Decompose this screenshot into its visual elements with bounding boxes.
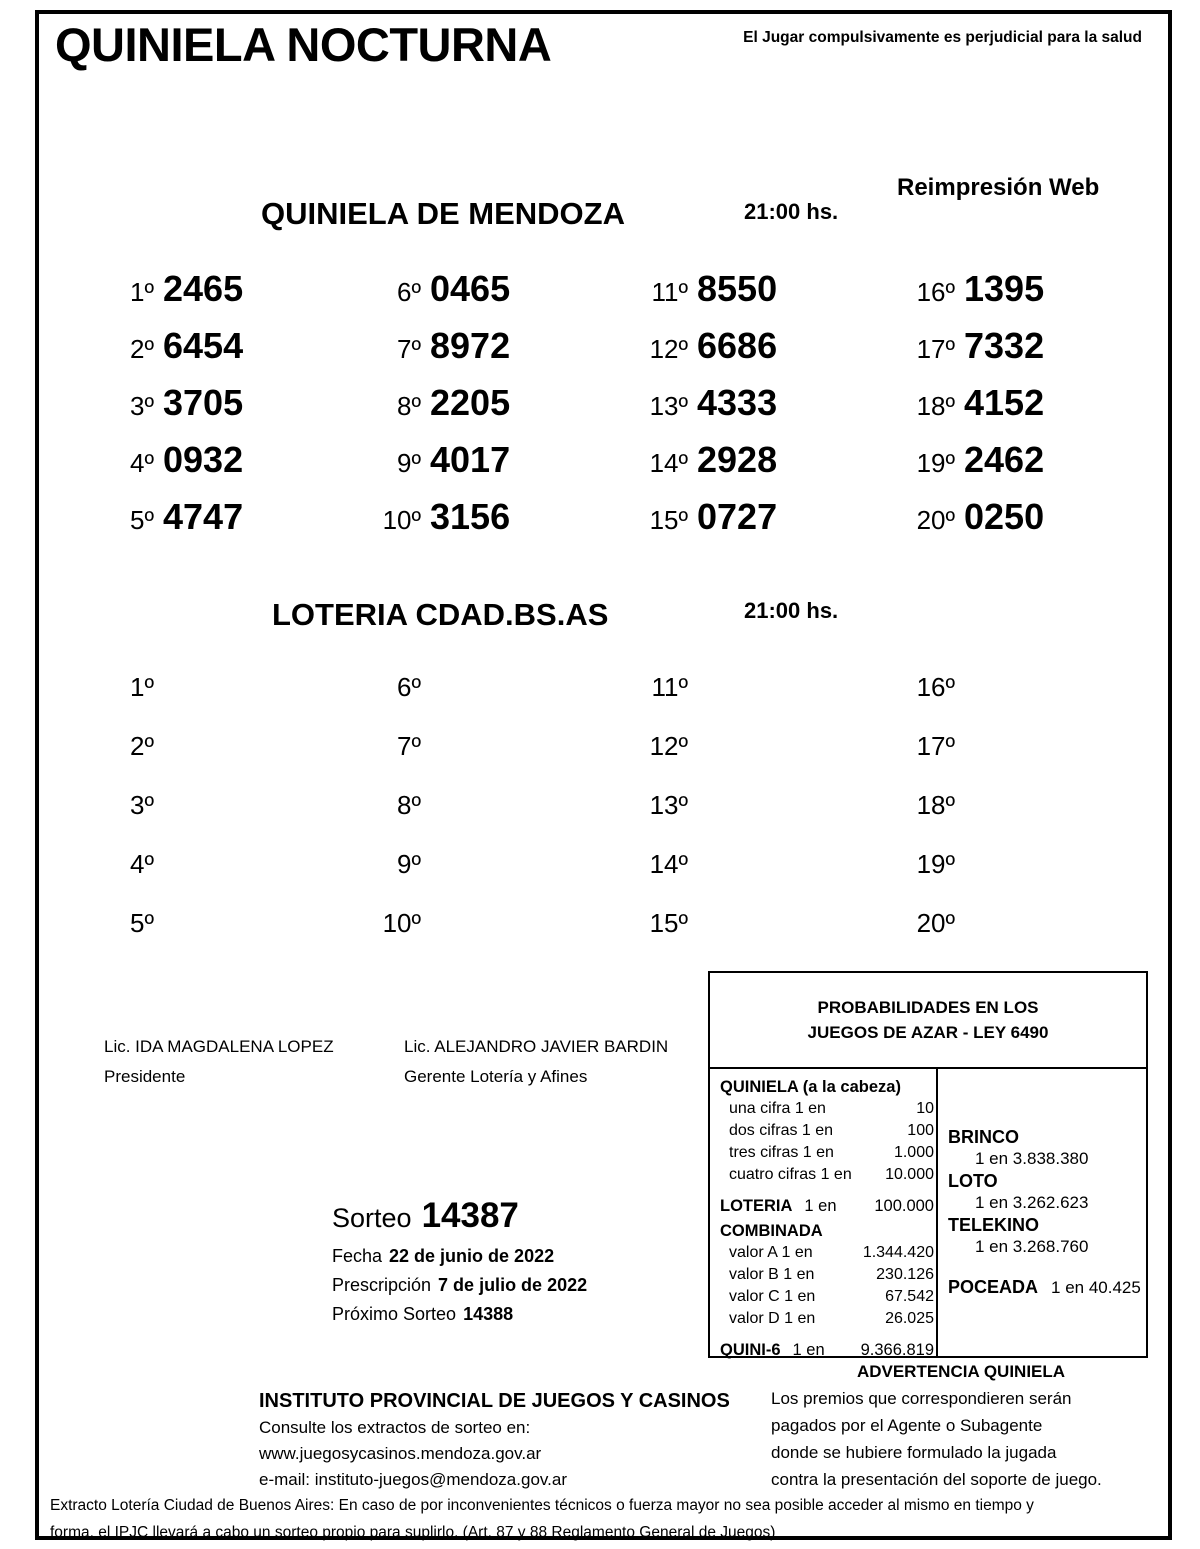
quini6-label: QUINI-6 (720, 1341, 781, 1359)
result-ordinal: 12º (649, 334, 688, 364)
spacer (948, 1078, 1146, 1127)
result-cell (92, 496, 359, 547)
probability-value: 67.542 (885, 1288, 934, 1305)
result-ordinal: 15º (649, 505, 688, 535)
probability-value: 10.000 (885, 1166, 934, 1183)
result-ordinal: 9º (397, 448, 421, 478)
poceada-label: POCEADA (948, 1277, 1039, 1297)
result-cell (626, 382, 893, 433)
advertencia-line: donde se hubiere formulado la jugada (771, 1443, 1057, 1462)
result-cell (359, 496, 626, 547)
result-cell (359, 325, 626, 376)
result-cell (92, 325, 359, 376)
results-grid-mendoza (92, 268, 1160, 547)
quini6-value: 9.366.819 (860, 1341, 934, 1359)
result-number: 4152 (964, 382, 1045, 423)
advertencia-line: Los premios que correspondieren serán (771, 1389, 1072, 1408)
result-cell (893, 790, 1160, 822)
game-odds: 1 en 3.838.380 (975, 1149, 1089, 1168)
result-ordinal: 10º (382, 505, 421, 535)
right-games-list (948, 1127, 1146, 1257)
result-ordinal: 20º (916, 505, 955, 535)
result-number: 4333 (697, 382, 778, 423)
result-cell (92, 849, 359, 881)
result-cell (92, 672, 359, 704)
result-ordinal: 3º (130, 790, 154, 820)
loteria-value: 100.000 (874, 1197, 934, 1215)
result-number: 7332 (964, 325, 1045, 366)
signature-president-name: Lic. IDA MAGDALENA LOPEZ (104, 1037, 334, 1056)
quiniela-group-title: QUINIELA (a la cabeza) (720, 1078, 901, 1096)
loteria-row (720, 1195, 936, 1218)
result-cell (626, 439, 893, 490)
result-ordinal: 20º (916, 908, 955, 938)
sorteo-proximo-value: 14388 (463, 1304, 514, 1324)
result-cell (626, 731, 893, 763)
result-cell (893, 325, 1160, 376)
result-cell (92, 731, 359, 763)
result-number: 3705 (163, 382, 244, 423)
result-ordinal: 14º (649, 448, 688, 478)
result-ordinal: 13º (649, 790, 688, 820)
instituto-line: www.juegosycasinos.mendoza.gov.ar (259, 1444, 542, 1463)
sorteo-prescripcion-label: Prescripción (332, 1275, 432, 1295)
quini6-row (720, 1339, 936, 1362)
probability-label: una cifra 1 en (729, 1100, 826, 1117)
poceada-odds: 1 en 40.425 (1051, 1278, 1141, 1297)
result-ordinal: 17º (916, 334, 955, 364)
result-cell (359, 908, 626, 940)
sorteo-fecha-label: Fecha (332, 1246, 383, 1266)
result-ordinal: 16º (916, 277, 955, 307)
result-cell (893, 439, 1160, 490)
game-odds-item (948, 1171, 1146, 1213)
game-odds: 1 en 3.262.623 (975, 1193, 1089, 1212)
result-ordinal: 9º (397, 849, 421, 879)
probabilities-title-line1: PROBABILIDADES EN LOS (817, 998, 1039, 1017)
result-number: 4747 (163, 496, 244, 537)
result-cell (359, 849, 626, 881)
probability-row (720, 1308, 936, 1330)
result-cell (893, 849, 1160, 881)
loteria-label: LOTERIA (720, 1197, 793, 1215)
result-ordinal: 6º (397, 672, 421, 702)
result-cell (359, 382, 626, 433)
result-ordinal: 12º (649, 731, 688, 761)
result-number: 8550 (697, 268, 778, 309)
combinada-group-title: COMBINADA (720, 1222, 823, 1240)
instituto-line: e-mail: instituto-juegos@mendoza.gov.ar (259, 1470, 567, 1489)
result-ordinal: 14º (649, 849, 688, 879)
result-cell (359, 268, 626, 319)
reimpresion-badge: Reimpresión Web (897, 174, 1100, 201)
probability-row (720, 1242, 936, 1264)
footer-note (50, 1492, 1160, 1546)
result-number: 2462 (964, 439, 1045, 480)
combinada-rows (720, 1242, 936, 1330)
game-odds: 1 en 3.268.760 (975, 1237, 1089, 1256)
result-ordinal: 6º (397, 277, 421, 307)
instituto-lines (259, 1415, 730, 1493)
result-cell (359, 731, 626, 763)
result-number: 2465 (163, 268, 244, 309)
result-number: 6454 (163, 325, 244, 366)
result-ordinal: 19º (916, 448, 955, 478)
game-odds-item (948, 1127, 1146, 1169)
sorteo-fecha-row (332, 1242, 587, 1271)
probabilities-body (710, 1069, 1146, 1359)
signature-manager (404, 1032, 668, 1092)
probability-value: 1.344.420 (862, 1244, 934, 1261)
result-ordinal: 2º (130, 731, 154, 761)
result-cell (626, 325, 893, 376)
sorteo-info (332, 1196, 587, 1329)
result-ordinal: 10º (382, 908, 421, 938)
result-ordinal: 7º (397, 334, 421, 364)
probabilities-table (708, 971, 1148, 1358)
footer-line-2: forma, el IPJC llevará a cabo un sorteo propio para suplirlo. (Art. 87 y 88 Reglamento General de Juegos) (50, 1524, 776, 1541)
draw-title-mendoza: QUINIELA DE MENDOZA (261, 196, 625, 231)
probability-value: 100 (907, 1122, 934, 1139)
advertencia-lines (771, 1385, 1151, 1493)
result-number: 4017 (430, 439, 511, 480)
signature-manager-name: Lic. ALEJANDRO JAVIER BARDIN (404, 1037, 669, 1056)
probability-label: valor D 1 en (729, 1310, 816, 1327)
probability-value: 26.025 (885, 1310, 934, 1327)
sorteo-prescripcion-value: 7 de julio de 2022 (438, 1275, 588, 1295)
result-cell (893, 268, 1160, 319)
game-name: BRINCO (948, 1127, 1019, 1147)
signature-president-role: Presidente (104, 1067, 186, 1086)
result-cell (359, 790, 626, 822)
instituto-block (259, 1390, 730, 1493)
result-cell (92, 439, 359, 490)
probability-value: 230.126 (876, 1266, 934, 1283)
result-ordinal: 17º (916, 731, 955, 761)
result-ordinal: 13º (649, 391, 688, 421)
result-ordinal: 2º (130, 334, 154, 364)
result-ordinal: 15º (649, 908, 688, 938)
result-number: 2205 (430, 382, 511, 423)
probabilities-header (710, 973, 1146, 1069)
signature-manager-role: Gerente Lotería y Afines (404, 1067, 588, 1086)
sorteo-fecha-value: 22 de junio de 2022 (389, 1246, 555, 1266)
gambling-warning: El Jugar compulsivamente es perjudicial para la salud (743, 29, 1142, 46)
probability-value: 1.000 (893, 1144, 934, 1161)
game-name: TELEKINO (948, 1215, 1040, 1235)
sorteo-number-row (332, 1196, 587, 1236)
result-number: 0250 (964, 496, 1045, 537)
game-odds-item (948, 1215, 1146, 1257)
probabilities-title-line2: JUEGOS DE AZAR - LEY 6490 (807, 1023, 1049, 1042)
result-cell (626, 268, 893, 319)
probability-row (720, 1142, 936, 1164)
result-cell (92, 790, 359, 822)
result-cell (359, 672, 626, 704)
sorteo-proximo-label: Próximo Sorteo (332, 1304, 457, 1324)
probabilities-right-column (938, 1069, 1146, 1356)
result-ordinal: 7º (397, 731, 421, 761)
result-cell (92, 382, 359, 433)
draw-title-bsas: LOTERIA CDAD.BS.AS (272, 597, 609, 632)
result-number: 8972 (430, 325, 511, 366)
advertencia-title: ADVERTENCIA QUINIELA (856, 1362, 1066, 1381)
result-cell (893, 731, 1160, 763)
advertencia-line: pagados por el Agente o Subagente (771, 1416, 1043, 1435)
result-cell (626, 908, 893, 940)
result-number: 3156 (430, 496, 511, 537)
sorteo-label: Sorteo (332, 1203, 412, 1233)
result-ordinal: 5º (130, 908, 154, 938)
result-cell (626, 849, 893, 881)
probability-label: dos cifras 1 en (729, 1122, 834, 1139)
signature-president (104, 1032, 334, 1092)
spacer (720, 1186, 936, 1195)
result-number: 0465 (430, 268, 511, 309)
advertencia-block (771, 1362, 1151, 1493)
sorteo-number: 14387 (421, 1196, 519, 1235)
result-number: 6686 (697, 325, 778, 366)
result-ordinal: 11º (651, 672, 688, 702)
sorteo-proximo-row (332, 1300, 587, 1329)
result-cell (893, 908, 1160, 940)
result-ordinal: 18º (916, 790, 955, 820)
probability-value: 10 (916, 1100, 934, 1117)
results-grid-bsas (92, 672, 1160, 940)
result-ordinal: 1º (130, 672, 154, 702)
sorteo-prescripcion-row (332, 1271, 587, 1300)
result-ordinal: 19º (916, 849, 955, 879)
footer-line-1: Extracto Lotería Ciudad de Buenos Aires: En caso de por inconvenientes técnicos o fuerza mayor no sea posible acceder al mismo en tiempo y (50, 1497, 1034, 1514)
probability-row (720, 1164, 936, 1186)
result-cell (92, 908, 359, 940)
probability-label: valor A 1 en (729, 1244, 813, 1261)
result-number: 0932 (163, 439, 244, 480)
result-cell (626, 790, 893, 822)
instituto-title: INSTITUTO PROVINCIAL DE JUEGOS Y CASINOS (259, 1390, 730, 1412)
result-cell (893, 382, 1160, 433)
loteria-mid: 1 en (804, 1197, 837, 1215)
game-name: LOTO (948, 1171, 998, 1191)
result-number: 2928 (697, 439, 778, 480)
instituto-line: Consulte los extractos de sorteo en: (259, 1418, 531, 1437)
draw-time-bsas: 21:00 hs. (744, 598, 839, 623)
result-ordinal: 5º (130, 505, 154, 535)
result-ordinal: 8º (397, 391, 421, 421)
page-title: QUINIELA NOCTURNA (55, 18, 552, 71)
spacer (720, 1330, 936, 1339)
probabilities-left-column (710, 1069, 938, 1359)
result-ordinal: 18º (916, 391, 955, 421)
result-ordinal: 4º (130, 448, 154, 478)
result-cell (359, 439, 626, 490)
result-ordinal: 4º (130, 849, 154, 879)
probability-label: cuatro cifras 1 en (729, 1166, 852, 1183)
result-ordinal: 11º (651, 277, 688, 307)
poceada-row (948, 1277, 1146, 1298)
quini6-mid: 1 en (792, 1341, 825, 1359)
probability-label: valor C 1 en (729, 1288, 816, 1305)
probability-row (720, 1286, 936, 1308)
result-cell (92, 268, 359, 319)
result-cell (893, 496, 1160, 547)
probability-label: valor B 1 en (729, 1266, 815, 1283)
quiniela-rows (720, 1098, 936, 1186)
result-number: 1395 (964, 268, 1045, 309)
result-ordinal: 16º (916, 672, 955, 702)
result-number: 0727 (697, 496, 778, 537)
result-ordinal: 1º (130, 277, 154, 307)
advertencia-line: contra la presentación del soporte de juego. (771, 1470, 1102, 1489)
probability-label: tres cifras 1 en (729, 1144, 834, 1161)
probability-row (720, 1264, 936, 1286)
probability-row (720, 1098, 936, 1120)
result-cell (893, 672, 1160, 704)
draw-time-mendoza: 21:00 hs. (744, 199, 839, 224)
result-ordinal: 3º (130, 391, 154, 421)
result-cell (626, 672, 893, 704)
result-ordinal: 8º (397, 790, 421, 820)
probability-row (720, 1120, 936, 1142)
result-cell (626, 496, 893, 547)
